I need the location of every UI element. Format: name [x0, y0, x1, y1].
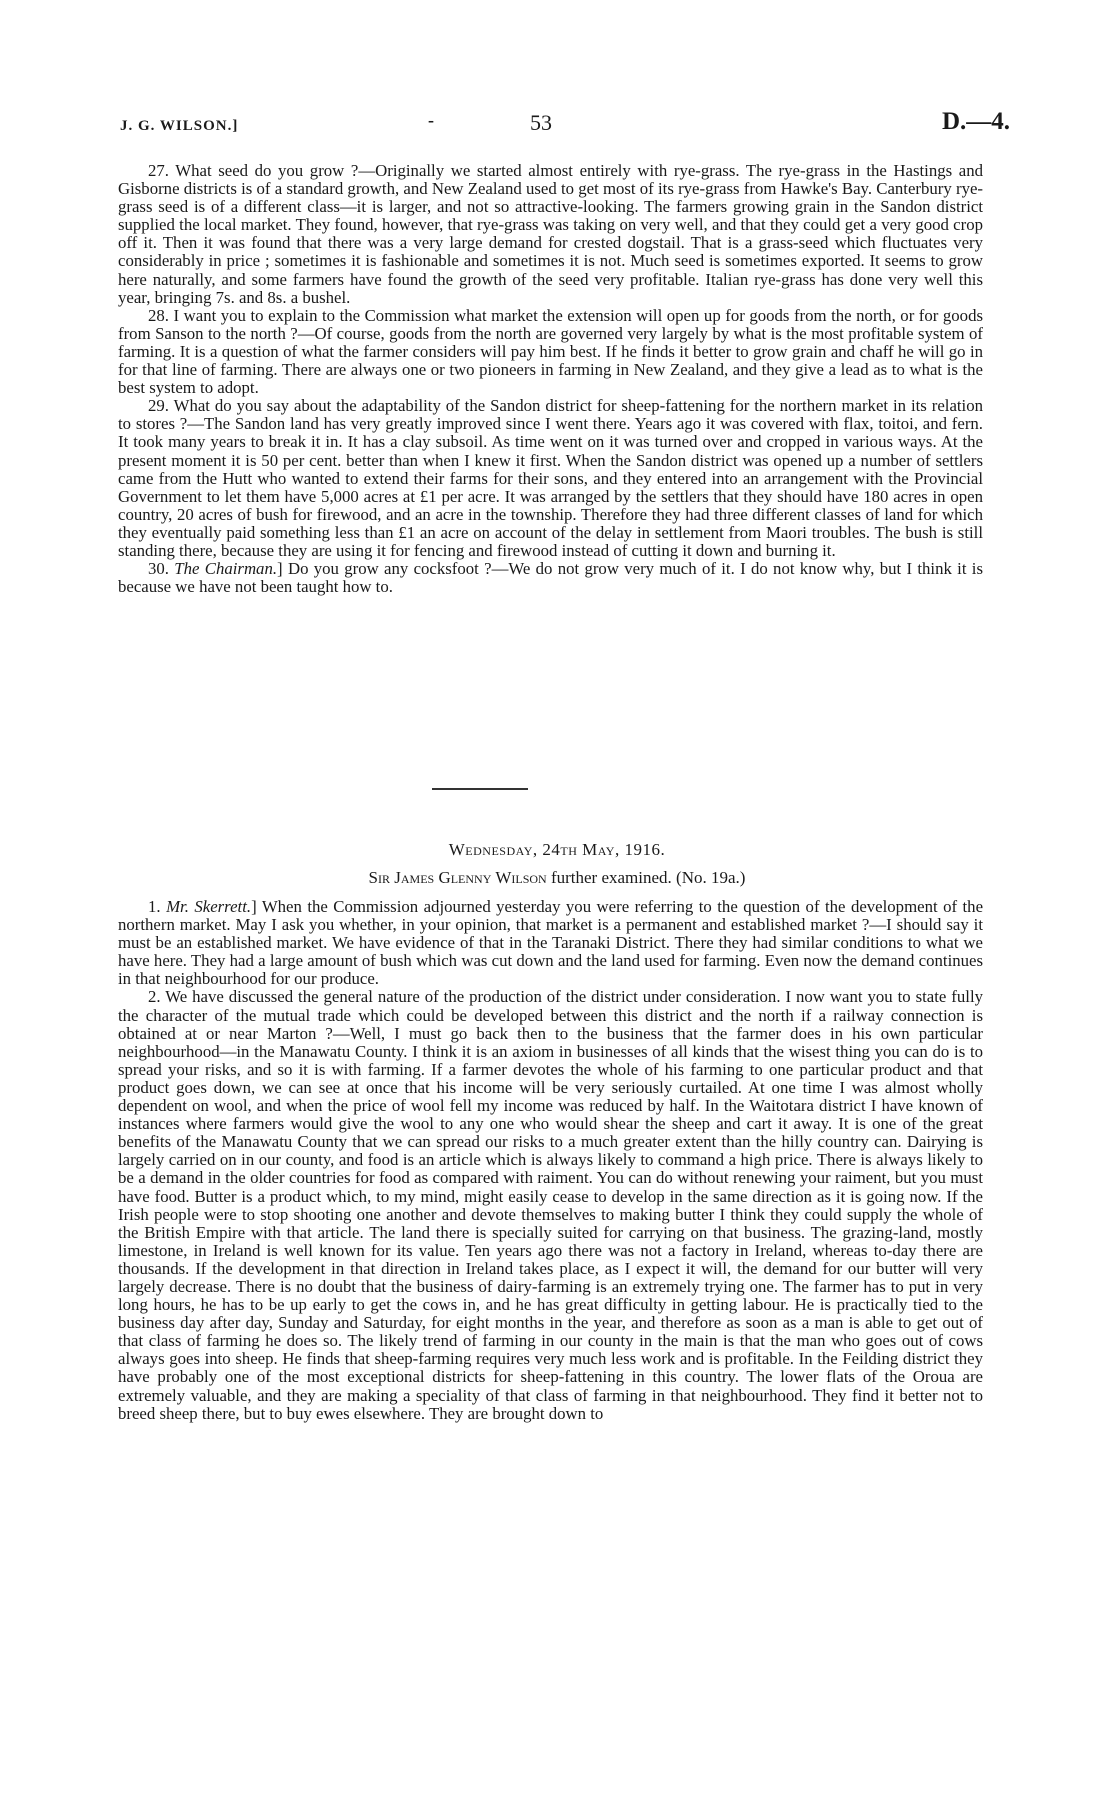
witness-number: (No. 19a.) — [676, 868, 746, 887]
paragraph-q1-text: When the Commission adjourned yesterday you were referring to the question of the development of the northern market. May I ask you whether, in your opinion, that market is a permanent and established market ?—I should say it must be an established market. We have evidence of that in the Taranaki District. There they had similar conditions to what we have here. They had a large amount of bush which was cut down and the land used for farming. Even now the demand continues in that neighbourhood for our produce. — [118, 897, 984, 989]
evidence-section-1 — [118, 162, 983, 596]
section-divider — [432, 788, 528, 790]
header-mark: - — [428, 110, 434, 130]
witness-heading — [0, 868, 1114, 888]
paragraph-q30: 30. The Chairman.] Do you grow any cocksfoot ?—We do not grow very much of it. I do not know why, but I think it is because we have not been taught how to. — [118, 559, 983, 597]
evidence-section-2 — [118, 898, 983, 1423]
paragraph-q27: 27. What seed do you grow ?—Originally we started almost entirely with rye-grass. The rye-grass in the Hastings and Gisborne districts is of a standard growth, and New Zealand used to get most of its rye-grass from Hawke's Bay. Canterbury rye-grass seed is of a different class—it is larger, and not so attractive-looking. The farmers growing grain in the Sandon district supplied the local market. They found, however, that rye-grass was taking on very well, and that they could get a very good crop off it. Then it was found that there was a very large demand for crested dogstail. That is a grass-seed which fluctuates very considerably in price ; sometimes it is fashionable and sometimes it is not. Much seed is sometimes exported. It seems to grow here naturally, and some farmers have found the growth of the seed very profitable. Italian rye-grass has done very well this year, bringing 7s. and 8s. a bushel. — [118, 161, 983, 307]
session-date: Wednesday, 24th May, 1916. — [448, 840, 666, 859]
paragraph-q2: 2. We have discussed the general nature of the production of the district under consideration. I now want you to state fully the character of the mutual trade which could be developed between this district and the north if a railway connection is obtained at or near Marton ?—Well, I must go back then to the business that the farmer does in his own particular neighbourhood—in the Manawatu County. I think it is an axiom in businesses of all kinds that the wisest thing you can do is to spread your risks, and so it is with farming. If a farmer devotes the whole of his farming to one particular product and that product goes down, we can see at once that his income will be very seriously curtailed. At one time I was almost wholly dependent on wool, and when the price of wool fell my income was reduced by half. In the Waitotara district I have known of instances where farmers would give the wool to any one who would shear the sheep and cart it away. It is one of the great benefits of the Manawatu County that we can spread our risks to a much greater extent than the hilly country can. Dairying is largely carried on in our county, and food is an article which is always likely to command a high price. There is always likely to be a demand in the older countries for food as compared with raiment. You can do without renewing your raiment, but you must have food. Butter is a product which, to my mind, might easily cease to develop in the same direction as it is going now. If the Irish people were to stop shooting one another and devote themselves to making butter I think they could supply the whole of the British Empire with that article. The land there is specially suited for carrying on that business. The grazing-land, mostly limestone, in Ireland is well known for its value. Ten years ago there was not a factory in Ireland, whereas to-day there are thousands. If the development in that direction in Ireland takes place, as I expect it will, the demand for our butter will very largely decrease. There is no doubt that the business of dairy-farming is an extremely trying one. The farmer has to put in very long hours, he has to be up early to get the cows in, and he has great difficulty in getting labour. He is practically tied to the business day after day, Sunday and Saturday, for eight months in the year, and therefore as soon as a man is able to get out of that class of farming he does so. The likely trend of farming in our county in the main is that the man who goes out of cows always goes into sheep. He finds that sheep-farming requires very much less work and is profitable. In the Feilding district they have probably one of the most exceptional districts for sheep-fattening in this country. The lower flats of the Oroua are extremely valuable, and they are making a speciality of that class of farming in that neighbourhood. They find it better not to breed sheep there, but to buy ewes elsewhere. They are brought down to — [118, 987, 983, 1423]
witness-name: Sir James Glenny Wilson — [368, 868, 547, 887]
document-reference: D.—4. — [941, 108, 1010, 135]
paragraph-q28: 28. I want you to explain to the Commission what market the extension will open up for goods from the north, or for goods from Sanson to the north ?—Of course, goods from the north are governed very largely by what is the most profitable system of farming. It is a question of what the farmer considers will pay him best. If he finds it better to grow grain and chaff he will go in for that line of farming. There are always one or two pioneers in farming in New Zealand, and they give a lead as to what is the best system to adopt. — [118, 305, 983, 398]
speaker-name: Mr. Skerrett. — [166, 897, 252, 916]
question-number: 1. — [148, 897, 161, 916]
paragraph-q30-text: Do you grow any cocksfoot ?—We do not grow very much of it. I do not know why, but I think it is because we have not been taught how to. — [118, 559, 983, 597]
paragraph-q29: 29. What do you say about the adaptability of the Sandon district for sheep-fattening for the northern market in its relation to stores ?—The Sandon land has very greatly improved since I went there. Years ago it was covered with flax, toitoi, and fern. It took many years to break it in. It has a clay subsoil. As time went on it was turned over and cropped in various ways. At the present moment it is 50 per cent. better than when I knew it first. When the Sandon district was opened up a number of settlers came from the Hutt who wanted to extend their farms for their sons, and they entered into an arrangement with the Provincial Government to let them have 5,000 acres at £1 per acre. It was arranged by the settlers that they should have 180 acres in open country, 20 acres of bush for firewood, and an acre in the township. Therefore they had three different classes of land for which they eventually paid something less than £1 an acre on account of the delay in settlement from Maori troubles. The bush is still standing there, because they are using it for fencing and firewood instead of cutting it down and burning it. — [118, 396, 983, 560]
page-number: 53 — [530, 110, 552, 135]
paragraph-q1: 1. Mr. Skerrett.] When the Commission adjourned yesterday you were referring to the question of the development of the northern market. May I ask you whether, in your opinion, that market is a permanent and established market ?—I should say it must be an established market. We have evidence of that in the Taranaki District. There they had similar conditions to what we have here. They had a large amount of bush which was cut down and the land used for farming. Even now the demand continues in that neighbourhood for our produce. — [118, 897, 984, 989]
question-number: 30. — [148, 559, 169, 579]
witness-status: further examined. — [550, 868, 672, 887]
running-head-witness: J. G. WILSON.] — [120, 118, 239, 134]
speaker-name: The Chairman. — [174, 559, 278, 579]
page-header — [120, 110, 1010, 146]
